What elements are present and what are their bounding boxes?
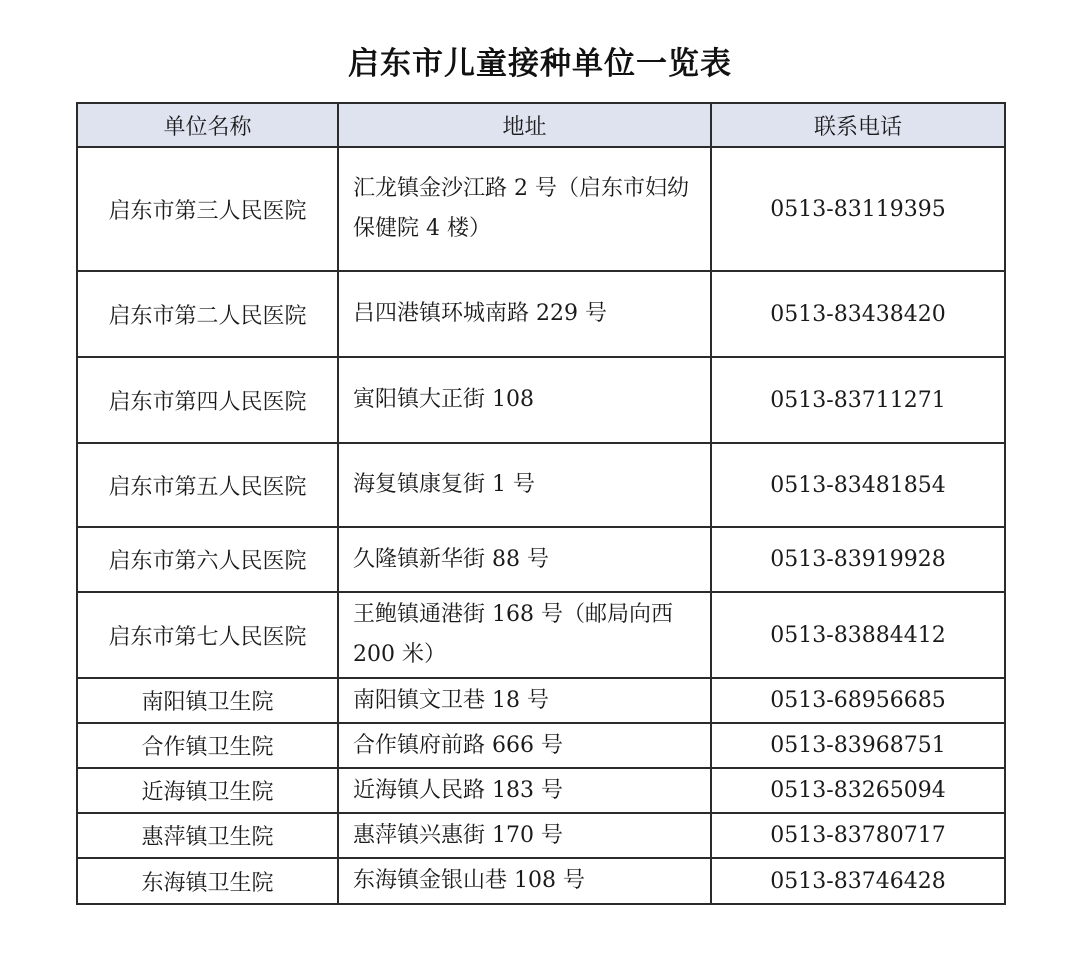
table-row (77, 768, 1005, 813)
unit-name-cell: 合作镇卫生院 (77, 723, 338, 768)
phone-cell: 0513-83884412 (711, 592, 1005, 678)
phone-cell: 0513-83265094 (711, 768, 1005, 813)
table-row (77, 271, 1005, 357)
table-row (77, 592, 1005, 678)
phone-cell: 0513-83780717 (711, 813, 1005, 858)
unit-name-cell: 东海镇卫生院 (77, 858, 338, 904)
page-title: 启东市儿童接种单位一览表 (348, 46, 732, 82)
header-address: 地址 (338, 103, 711, 147)
table-row (77, 858, 1005, 904)
phone-cell: 0513-68956685 (711, 678, 1005, 723)
address-cell: 汇龙镇金沙江路 2 号（启东市妇幼保健院 4 楼） (338, 147, 711, 271)
address-cell: 南阳镇文卫巷 18 号 (338, 678, 711, 723)
address-cell: 近海镇人民路 183 号 (338, 768, 711, 813)
phone-cell: 0513-83438420 (711, 271, 1005, 357)
table-row (77, 813, 1005, 858)
unit-name-cell: 启东市第三人民医院 (77, 147, 338, 271)
table-row (77, 527, 1005, 592)
address-cell: 合作镇府前路 666 号 (338, 723, 711, 768)
table-row (77, 723, 1005, 768)
unit-name-cell: 启东市第七人民医院 (77, 592, 338, 678)
address-cell: 寅阳镇大正街 108 (338, 357, 711, 443)
table-row (77, 678, 1005, 723)
phone-cell: 0513-83968751 (711, 723, 1005, 768)
unit-name-cell: 启东市第五人民医院 (77, 443, 338, 527)
phone-cell: 0513-83119395 (711, 147, 1005, 271)
table-row (77, 443, 1005, 527)
address-cell: 吕四港镇环城南路 229 号 (338, 271, 711, 357)
phone-cell: 0513-83746428 (711, 858, 1005, 904)
table-row (77, 147, 1005, 271)
unit-name-cell: 近海镇卫生院 (77, 768, 338, 813)
header-phone: 联系电话 (711, 103, 1005, 147)
unit-name-cell: 南阳镇卫生院 (77, 678, 338, 723)
unit-name-cell: 启东市第四人民医院 (77, 357, 338, 443)
table-header-row (77, 103, 1005, 147)
header-unit-name: 单位名称 (77, 103, 338, 147)
address-cell: 久隆镇新华街 88 号 (338, 527, 711, 592)
phone-cell: 0513-83481854 (711, 443, 1005, 527)
address-cell: 东海镇金银山巷 108 号 (338, 858, 711, 904)
phone-cell: 0513-83919928 (711, 527, 1005, 592)
phone-cell: 0513-83711271 (711, 357, 1005, 443)
unit-name-cell: 惠萍镇卫生院 (77, 813, 338, 858)
address-cell: 王鲍镇通港街 168 号（邮局向西 200 米） (338, 592, 711, 678)
unit-name-cell: 启东市第六人民医院 (77, 527, 338, 592)
address-cell: 海复镇康复街 1 号 (338, 443, 711, 527)
unit-name-cell: 启东市第二人民医院 (77, 271, 338, 357)
address-cell: 惠萍镇兴惠街 170 号 (338, 813, 711, 858)
table-row (77, 357, 1005, 443)
vaccination-units-table (76, 102, 1006, 905)
